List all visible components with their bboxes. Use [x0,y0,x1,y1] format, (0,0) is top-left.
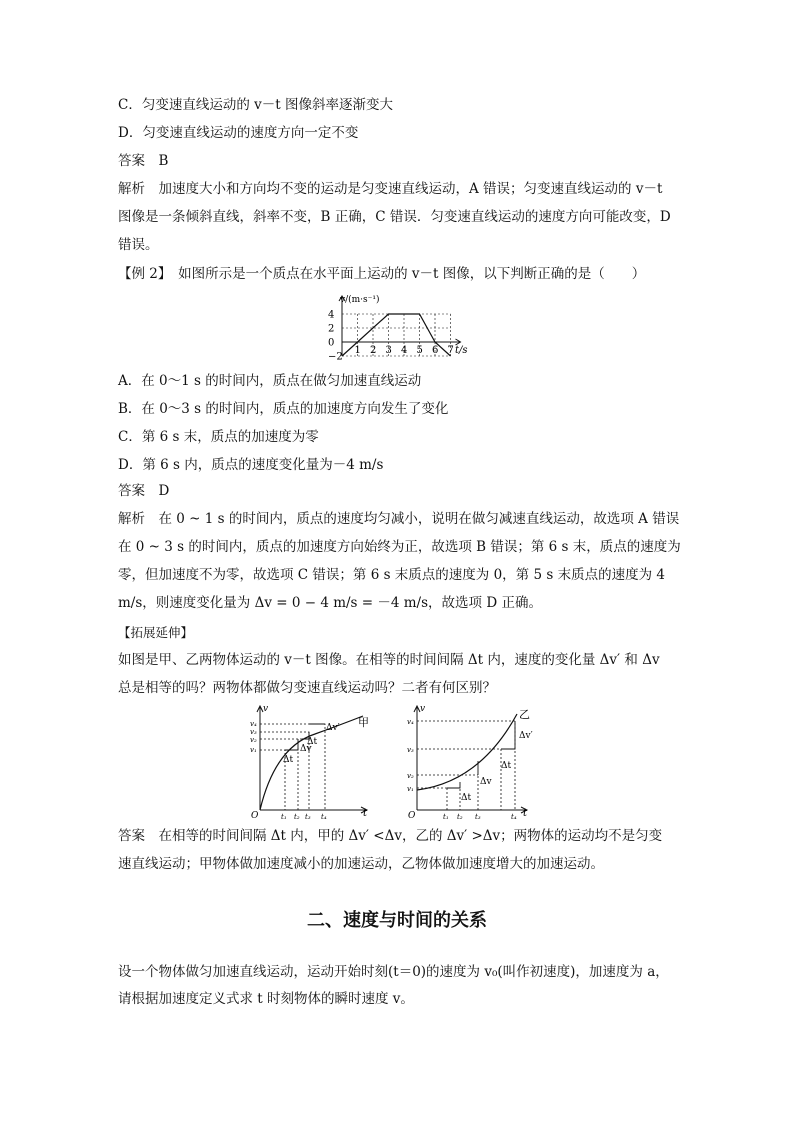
graph-yi-t1: t₁ [443,813,449,820]
option-d2-text: D．第 6 s 内，质点的速度变化量为－4 m/s [118,457,384,473]
graph-jia-dv: Δv [300,744,312,754]
x-tick-label: 7 [447,345,454,356]
graph-jia-t1: t₁ [281,813,287,820]
graph-yi-title: 乙 [519,708,530,721]
analysis-1-line-2: 图像是一条倾斜直线，斜率不变，B 正确，C 错误．匀变速直线运动的速度方向可能改变，D [118,209,671,225]
answer-2: 答案 D [118,483,170,499]
graph-yi-v3: v₃ [407,746,414,754]
graph-jia [245,702,375,820]
option-c-text: C．匀变速直线运动的 v－t 图像斜率逐渐变大 [118,97,393,113]
graph-jia-v4: v₄ [250,720,257,728]
graph-yi-t2: t₂ [457,813,463,820]
graph-jia-origin: O [251,811,259,820]
analysis-2-line-2: 在 0 ~ 3 s 的时间内，质点的加速度方向始终为正，故选项 B 错误；第 6 s 末，质点的速度为 [118,539,681,555]
graph-yi-v2: v₂ [407,772,414,780]
section-intro-1: 设一个物体做匀加速直线运动，运动开始时刻(t＝0)的速度为 v₀(叫作初速度)，加速度为 a， [118,964,669,980]
answer-1: 答案 B [118,153,169,169]
graph-jia-title: 甲 [358,716,369,729]
graph-yi-t4: t₄ [511,813,517,820]
graph-jia-t4: t₄ [321,813,327,820]
x-tick-label: 2 [370,345,377,356]
graph-yi [405,702,537,820]
y-axis [339,296,345,356]
graph-jia-t2: t₂ [294,813,300,820]
graph-yi-v4: v₄ [407,718,414,726]
y-tick-label: −2 [328,351,343,360]
extension-answer-1: 答案 在相等的时间间隔 Δt 内，甲的 Δv′ <Δv，乙的 Δv′ >Δv；两物体的运动均不是匀变 [118,828,663,844]
vt-graph [318,290,478,360]
section-intro-2: 请根据加速度定义式求 t 时刻物体的瞬时速度 v。 [118,991,414,1007]
graph-jia-dt-upper: Δt [307,737,318,747]
analysis-2-line-4: m/s，则速度变化量为 Δv = 0 − 4 m/s = －4 m/s，故选项 D 正确。 [118,595,542,611]
x-tick-label: 5 [416,345,423,356]
graph-1-ylabel: v/(m·s⁻¹) [340,295,380,305]
example-2-question: 【例 2】 如图所示是一个质点在水平面上运动的 v－t 图像，以下判断正确的是（ ） [118,266,646,282]
graph-jia-tlabel: t [363,808,368,819]
x-tick-label: 1 [354,345,361,356]
graph-jia-dv-prime: Δv′ [326,723,340,733]
option-d-text: D．匀变速直线运动的速度方向一定不变 [118,125,359,141]
analysis-2-line-3: 零，但加速度不为零，故选项 C 错误；第 6 s 末质点的速度为 0，第 5 s 末质点的速度为 4 [118,567,665,583]
graph-yi-v1: v₁ [407,785,414,793]
graph-yi-dv: Δv [480,777,492,787]
extension-answer-2: 速直线运动；甲物体做加速度减小的加速运动，乙物体做加速度增大的加速运动。 [118,856,604,872]
graph-jia-v3: v₃ [250,728,257,736]
graph-yi-t3: t₃ [475,813,481,820]
y-tick-label: 4 [328,309,335,321]
graph-jia-t3: t₃ [305,813,311,820]
extension-question-2: 总是相等的吗？两物体都做匀变速直线运动吗？二者有何区别？ [118,680,496,696]
analysis-1-line-1: 解析 加速度大小和方向均不变的运动是匀变速直线运动，A 错误；匀变速直线运动的 v－t [118,181,663,197]
graph-yi-dt-upper: Δt [501,761,512,771]
graph-1-xlabel: t/s [455,345,468,356]
extension-question-1: 如图是甲、乙两物体运动的 v－t 图像。在相等的时间间隔 Δt 内，速度的变化量 Δv′ 和 Δv [118,652,660,668]
graph-jia-v2: v₂ [250,736,257,744]
graph-yi-vlabel: v [420,704,426,714]
option-c2-text: C．第 6 s 末，质点的加速度为零 [118,429,319,445]
x-tick-label: 3 [385,345,392,356]
option-b-text: B．在 0～3 s 的时间内，质点的加速度方向发生了变化 [118,401,449,417]
extension-heading: 【拓展延伸】 [118,625,194,640]
analysis-1-line-3: 错误。 [118,237,159,253]
graph-jia-dt-lower: Δt [283,755,294,765]
analysis-2-line-1: 解析 在 0 ~ 1 s 的时间内，质点的速度均匀减小，说明在做匀减速直线运动，故选项 A 错误 [118,511,680,527]
y-tick-label: 2 [328,323,335,335]
x-tick-label: 6 [432,345,439,356]
section-heading: 二、速度与时间的关系 [307,910,487,931]
graph-yi-tlabel: t [523,808,528,819]
graph-yi-dv-prime: Δv′ [519,731,533,741]
graph-jia-vlabel: v [263,704,269,714]
graph-jia-v1: v₁ [250,746,257,754]
y-tick-label: 0 [328,337,335,349]
graph-yi-dt-lower: Δt [461,793,472,803]
x-tick-label: 4 [401,345,408,356]
graph-yi-origin: O [408,811,416,820]
option-a-text: A．在 0～1 s 的时间内，质点在做匀加速直线运动 [118,373,422,389]
